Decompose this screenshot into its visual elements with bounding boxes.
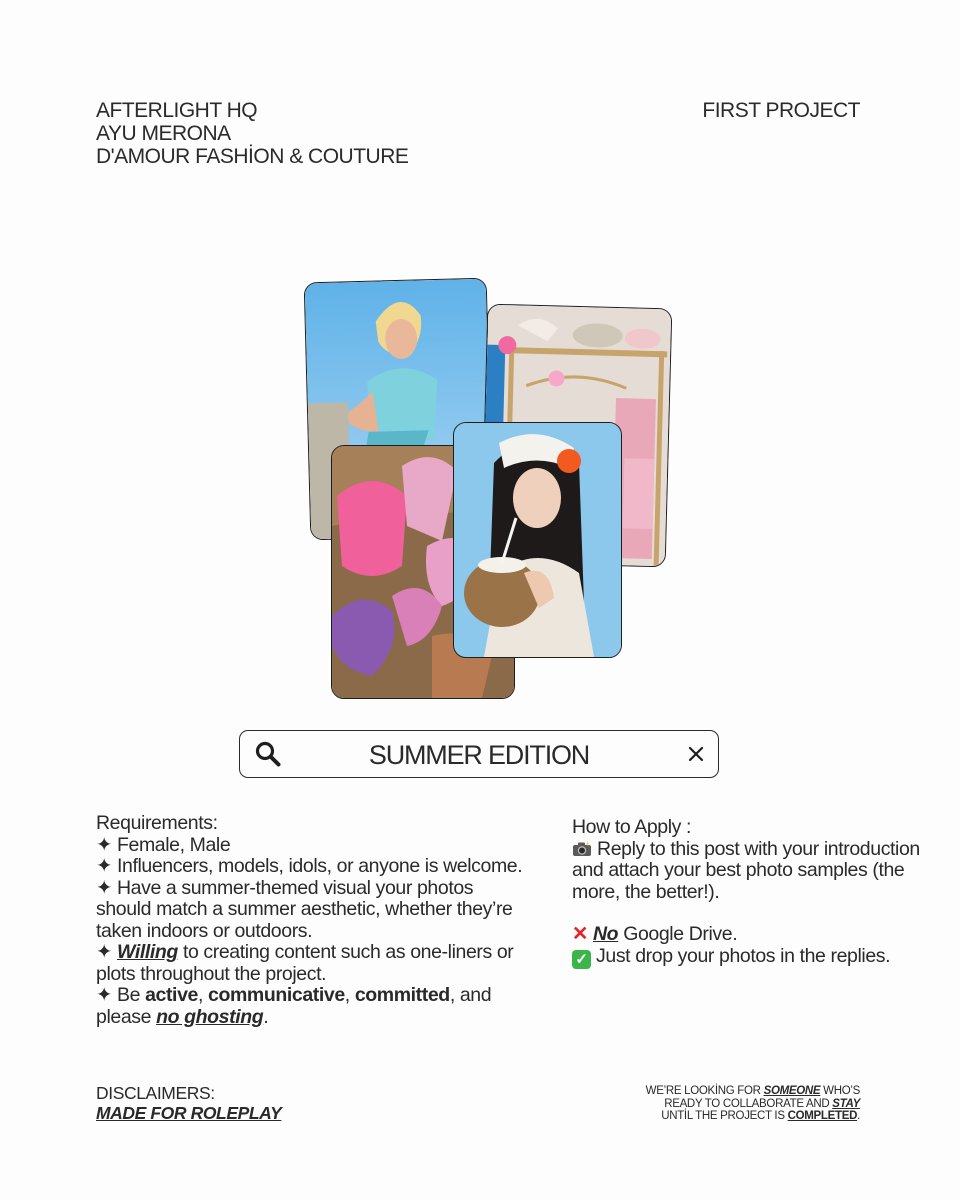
requirement-text: Be bbox=[116, 984, 146, 1006]
requirement-item bbox=[96, 856, 526, 878]
apply-emphasis: No bbox=[592, 923, 619, 945]
apply-title: How to Apply : bbox=[572, 816, 692, 838]
note-text: WE’RE LOOKİNG FOR bbox=[645, 1085, 764, 1097]
sponsor-name: D'AMOUR FASHİON & COUTURE bbox=[96, 145, 409, 168]
close-icon[interactable] bbox=[686, 744, 706, 764]
requirements-section bbox=[96, 813, 526, 1028]
requirement-bold: active bbox=[145, 984, 198, 1006]
requirement-text: Female, Male bbox=[116, 833, 231, 856]
note-text: UNTİL THE PROJECT IS bbox=[661, 1110, 788, 1122]
recruitment-note bbox=[646, 1085, 860, 1123]
sparkle-bullet-icon: ✦ bbox=[96, 833, 112, 856]
project-label: FIRST PROJECT bbox=[702, 99, 860, 122]
header-brand-block bbox=[96, 99, 408, 168]
apply-rule-no-drive bbox=[572, 924, 922, 946]
check-mark-icon: ✓ bbox=[572, 950, 591, 969]
requirement-text: Influencers, models, idols, or anyone is welcome. bbox=[116, 855, 523, 877]
requirement-item bbox=[96, 835, 526, 857]
requirement-text: Have a summer-themed visual your photos should match a summer aesthetic, whether they’re taken indoors or outdoors. bbox=[96, 876, 513, 942]
disclaimer-value: MADE FOR ROLEPLAY bbox=[96, 1103, 282, 1123]
photo-coconut-model bbox=[453, 422, 622, 658]
brand-name: AFTERLIGHT HQ bbox=[96, 99, 258, 122]
host-name: AYU MERONA bbox=[96, 122, 231, 145]
apply-step-text: Reply to this post with your introduction and attach your best photo samples (the more, the better!). bbox=[572, 837, 920, 903]
note-emphasis: COMPLETED bbox=[787, 1110, 858, 1122]
camera-flash-icon bbox=[572, 841, 592, 857]
search-bar[interactable] bbox=[239, 730, 719, 778]
note-line bbox=[646, 1085, 860, 1098]
sparkle-bullet-icon: ✦ bbox=[96, 941, 112, 963]
note-line bbox=[646, 1110, 860, 1123]
sparkle-bullet-icon: ✦ bbox=[96, 984, 112, 1006]
sparkle-bullet-icon: ✦ bbox=[96, 855, 112, 877]
requirement-item bbox=[96, 985, 526, 1028]
requirement-text: to creating content such as one-liners or plots throughout the project. bbox=[96, 941, 514, 985]
note-emphasis: SOMEONE bbox=[763, 1085, 821, 1097]
apply-step bbox=[572, 839, 922, 904]
requirement-emphasis: Willing bbox=[116, 941, 178, 963]
requirement-item bbox=[96, 942, 526, 985]
requirement-item bbox=[96, 878, 526, 943]
apply-rule-text: Just drop your photos in the replies. bbox=[596, 944, 891, 967]
sparkle-bullet-icon: ✦ bbox=[96, 876, 112, 899]
apply-rule-replies bbox=[572, 946, 922, 969]
note-text: WHO’S bbox=[820, 1085, 860, 1097]
requirement-emphasis: no ghosting bbox=[156, 1005, 264, 1028]
requirement-text: , and please bbox=[96, 984, 492, 1028]
note-text: READY TO COLLABORATE AND bbox=[664, 1097, 833, 1110]
note-text: . bbox=[857, 1110, 860, 1122]
requirement-text: , bbox=[197, 984, 209, 1006]
requirement-bold: committed bbox=[354, 984, 450, 1006]
disclaimers-title: DISCLAIMERS: bbox=[96, 1083, 215, 1103]
note-emphasis: STAY bbox=[832, 1097, 860, 1110]
requirement-text: . bbox=[263, 1005, 269, 1028]
requirement-bold: communicative bbox=[208, 984, 345, 1006]
apply-section bbox=[572, 817, 922, 969]
apply-rule-text: Google Drive. bbox=[618, 923, 738, 945]
search-query-text: SUMMER EDITION bbox=[368, 740, 590, 770]
note-line bbox=[646, 1098, 860, 1111]
disclaimers-section bbox=[96, 1083, 281, 1123]
requirement-text: , bbox=[344, 984, 355, 1006]
requirements-title: Requirements: bbox=[96, 812, 218, 834]
cross-mark-icon: ✕ bbox=[572, 923, 588, 945]
